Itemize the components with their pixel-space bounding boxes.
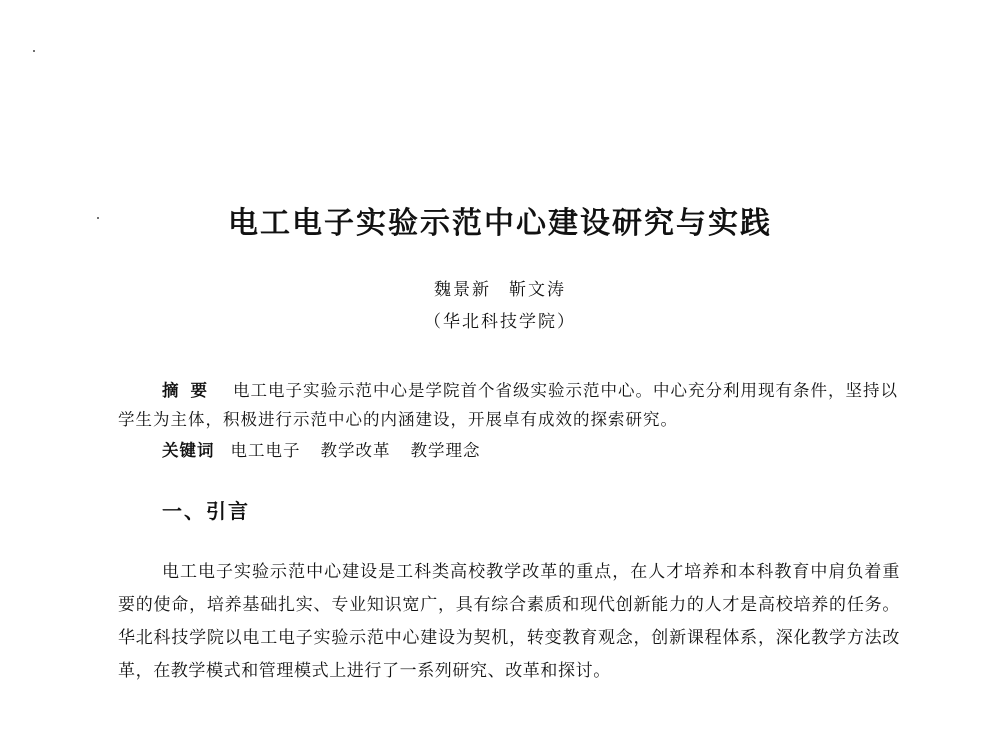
abstract-label: 摘要: [162, 381, 219, 400]
scan-speck: [33, 50, 35, 52]
abstract: [118, 376, 900, 434]
paper-title: 电工电子实验示范中心建设研究与实践: [228, 206, 772, 241]
affiliation: （华北科技学院）: [424, 312, 576, 332]
keyword: 教学改革: [320, 441, 391, 460]
keywords: [162, 436, 900, 465]
keywords-label: 关键词: [162, 441, 215, 460]
section-heading: 一、引言: [162, 499, 250, 523]
keyword: 教学理念: [410, 441, 481, 460]
keyword: 电工电子: [230, 441, 301, 460]
author-name: 魏景新: [434, 280, 491, 300]
author-name: 靳文涛: [509, 280, 566, 300]
abstract-text: 电工电子实验示范中心是学院首个省级实验示范中心。中心充分利用现有条件，坚持以学生为主体，积极进行示范中心的内涵建设，开展卓有成效的探索研究。: [118, 381, 898, 429]
author-line: [0, 278, 1000, 302]
body-paragraph: 电工电子实验示范中心建设是工科类高校教学改革的重点，在人才培养和本科教育中肩负着重要的使命，培养基础扎实、专业知识宽广，具有综合素质和现代创新能力的人才是高校培养的任务。华北科技学院以电工电子实验示范中心建设为契机，转变教育观念，创新课程体系，深化教学方法改革，在教学模式和管理模式上进行了一系列研究、改革和探讨。: [118, 562, 900, 681]
